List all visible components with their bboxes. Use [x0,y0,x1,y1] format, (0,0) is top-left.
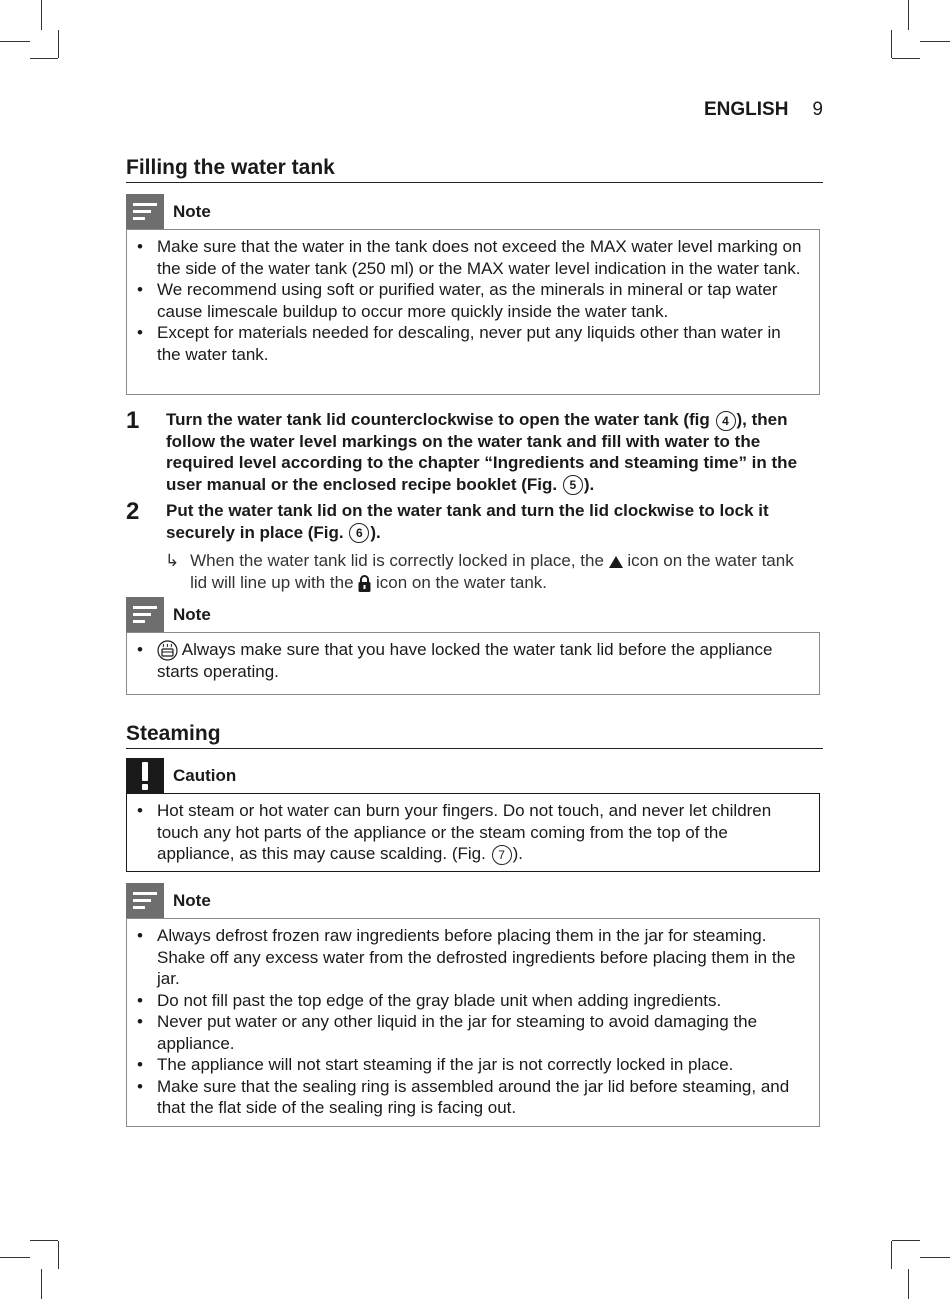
note-item: • Make sure that the sealing ring is assembled around the jar lid before steaming, and that the flat side of the sealing ring is facing out. [137,1076,807,1119]
note-item: • Always defrost frozen raw ingredients before placing them in the jar for steaming. Shake off any excess water from the defrosted ingredients before placing them in the jar. [137,925,807,990]
caution-box [126,793,820,872]
crop-mark [908,0,909,30]
note-item: • Always make sure that you have locked the water tank lid before the appliance starts operating. [137,639,807,683]
crop-mark [41,0,42,30]
crop-mark [891,30,892,58]
note-label: Note [173,891,211,910]
note-item: • Make sure that the water in the tank does not exceed the MAX water level marking on the side of the water tank (250 ml) or the MAX water level indication in the water tank. [137,236,807,279]
figure-ref: 4 [716,411,736,431]
result-arrow-icon: ↳ [165,551,180,570]
crop-mark [892,58,920,59]
steam-lock-icon [157,640,178,661]
note-label: Note [173,202,211,221]
lock-icon [358,575,371,592]
note-item: • Do not fill past the top edge of the gray blade unit when adding ingredients. [137,990,807,1012]
note-lines-icon [126,194,164,230]
note-label: Note [173,605,211,624]
crop-mark [30,1240,58,1241]
note-box [126,918,820,1127]
crop-mark [58,30,59,58]
crop-mark [0,1257,30,1258]
note-item: • Never put water or any other liquid in the jar for steaming to avoid damaging the appliance. [137,1011,807,1054]
crop-mark [892,1240,920,1241]
figure-ref: 6 [349,523,369,543]
note-lines-icon [126,883,164,919]
note-header [126,194,211,230]
note-box [126,229,820,395]
note-lines-icon [126,597,164,633]
caution-header [126,758,236,794]
crop-mark [920,1257,950,1258]
step-1 [126,409,826,495]
step-text: Turn the water tank lid counterclockwise to open the water tank (fig 4 ), then follow the water level markings on the water tank and fill with water to the required level according to the chapter “Ingredients and steaming time” in the user manual or the enclosed recipe booklet (Fig. 5 ). [166,410,798,494]
step-text: Put the water tank lid on the water tank and turn the lid clockwise to lock it securely in place (Fig. 6 ). [166,501,769,542]
note-item: • The appliance will not start steaming if the jar is not correctly locked in place. [137,1054,807,1076]
language-label: ENGLISH [703,99,789,120]
note-header [126,597,211,633]
note-header [126,883,211,919]
crop-mark [58,1241,59,1269]
exclamation-icon [126,758,164,794]
section-title-steaming: Steaming [126,722,823,749]
note-item: • Except for materials needed for descaling, never put any liquids other than water in the water tank. [137,322,807,365]
crop-mark [41,1269,42,1299]
note-box [126,632,820,695]
section-title-filling: Filling the water tank [126,156,823,183]
triangle-up-icon [609,556,623,568]
crop-mark [0,41,30,42]
caution-item: • Hot steam or hot water can burn your fingers. Do not touch, and never let children touch any hot parts of the appliance or the steam coming from the top of the appliance, as this may cause scalding. (Fig. 7 ). [137,800,807,865]
crop-mark [920,41,950,42]
step-result [165,550,795,593]
page-number: 9 [812,99,823,120]
figure-ref: 7 [492,845,512,865]
step-2 [126,500,826,543]
crop-mark [891,1241,892,1269]
crop-mark [908,1269,909,1299]
result-text: When the water tank lid is correctly locked in place, the icon on the water tank lid will line up with the icon on the water tank. [190,551,794,592]
caution-label: Caution [173,766,237,785]
figure-ref: 5 [563,475,583,495]
page-header [704,99,823,121]
step-number: 2 [126,498,140,525]
note-item: • We recommend using soft or purified water, as the minerals in mineral or tap water cause limescale buildup to occur more quickly inside the water tank. [137,279,807,322]
step-number: 1 [126,407,140,434]
crop-mark [30,58,58,59]
